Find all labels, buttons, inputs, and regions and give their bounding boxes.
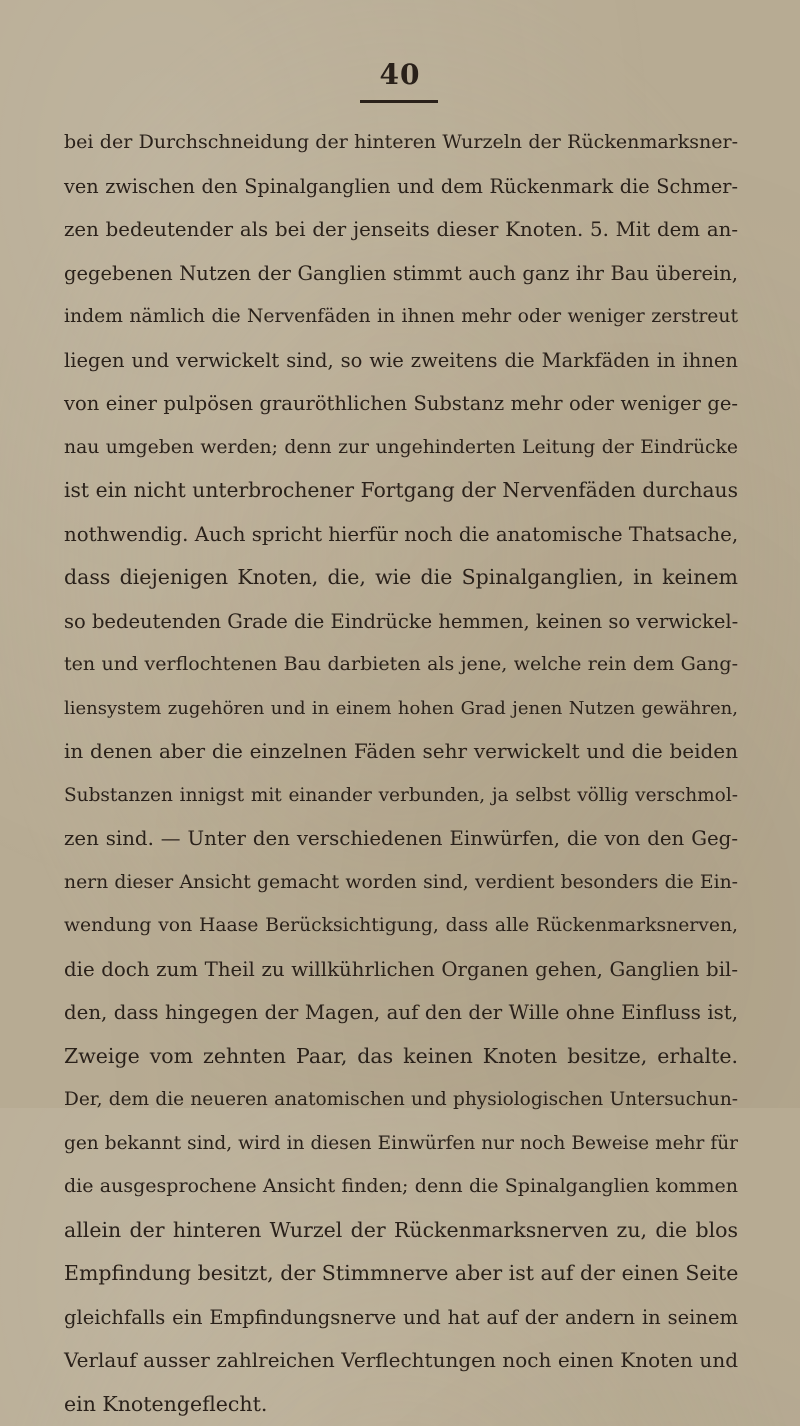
page-number: 40 bbox=[0, 58, 800, 91]
text-line: Verlauf ausser zahlreichen Verflechtungen noch einen Knoten und bbox=[64, 1339, 738, 1383]
text-line: ten und verflochtenen Bau darbieten als jene, welche rein dem Gang- bbox=[64, 643, 738, 687]
text-line: bei der Durchschneidung der hinteren Wurzeln der Rückenmarksner- bbox=[64, 121, 738, 165]
text-line: wendung von Haase Berücksichtigung, dass alle Rückenmarksnerven, bbox=[64, 904, 738, 948]
text-line: die doch zum Theil zu willkührlichen Organen gehen, Ganglien bil- bbox=[64, 948, 738, 992]
text-line: liegen und verwickelt sind, so wie zweitens die Markfäden in ihnen bbox=[64, 339, 738, 383]
text-line: liensystem zugehören und in einem hohen Grad jenen Nutzen gewähren, bbox=[64, 687, 738, 731]
text-line: gen bekannt sind, wird in diesen Einwürfen nur noch Beweise mehr für bbox=[64, 1122, 738, 1166]
text-line: Zweige vom zehnten Paar, das keinen Knoten besitze, erhalte. bbox=[64, 1035, 738, 1079]
text-line: gleichfalls ein Empfindungsnerve und hat auf der andern in seinem bbox=[64, 1296, 738, 1340]
text-line: Empfindung besitzt, der Stimmnerve aber ist auf der einen Seite bbox=[64, 1252, 738, 1296]
text-line: ven zwischen den Spinalganglien und dem Rückenmark die Schmer- bbox=[64, 165, 738, 209]
text-line: Der, dem die neueren anatomischen und physiologischen Untersuchun- bbox=[64, 1078, 738, 1122]
text-line: indem nämlich die Nervenfäden in ihnen mehr oder weniger zerstreut bbox=[64, 295, 738, 339]
text-line: dass diejenigen Knoten, die, wie die Spinalganglien, in keinem bbox=[64, 556, 738, 600]
text-line: ist ein nicht unterbrochener Fortgang der Nervenfäden durchaus bbox=[64, 469, 738, 513]
text-line: die ausgesprochene Ansicht finden; denn die Spinalganglien kommen bbox=[64, 1165, 738, 1209]
text-line: ein Knotengeflecht. bbox=[64, 1383, 738, 1426]
text-line: nothwendig. Auch spricht hierfür noch die anatomische Thatsache, bbox=[64, 513, 738, 557]
text-line: von einer pulpösen grauröthlichen Substanz mehr oder weniger ge- bbox=[64, 382, 738, 426]
text-line: zen sind. — Unter den verschiedenen Einwürfen, die von den Geg- bbox=[64, 817, 738, 861]
body-text bbox=[64, 121, 738, 1426]
text-line: gegebenen Nutzen der Ganglien stimmt auch ganz ihr Bau überein, bbox=[64, 252, 738, 296]
text-line: allein der hinteren Wurzel der Rückenmarksnerven zu, die blos bbox=[64, 1209, 738, 1253]
header-rule bbox=[360, 100, 438, 103]
text-line: so bedeutenden Grade die Eindrücke hemmen, keinen so verwickel- bbox=[64, 600, 738, 644]
text-line: zen bedeutender als bei der jenseits dieser Knoten. 5. Mit dem an- bbox=[64, 208, 738, 252]
text-line: nern dieser Ansicht gemacht worden sind, verdient besonders die Ein- bbox=[64, 861, 738, 905]
text-line: Substanzen innigst mit einander verbunden, ja selbst völlig verschmol- bbox=[64, 774, 738, 818]
text-line: nau umgeben werden; denn zur ungehinderten Leitung der Eindrücke bbox=[64, 426, 738, 470]
text-line: den, dass hingegen der Magen, auf den der Wille ohne Einfluss ist, bbox=[64, 991, 738, 1035]
text-line: in denen aber die einzelnen Fäden sehr verwickelt und die beiden bbox=[64, 730, 738, 774]
